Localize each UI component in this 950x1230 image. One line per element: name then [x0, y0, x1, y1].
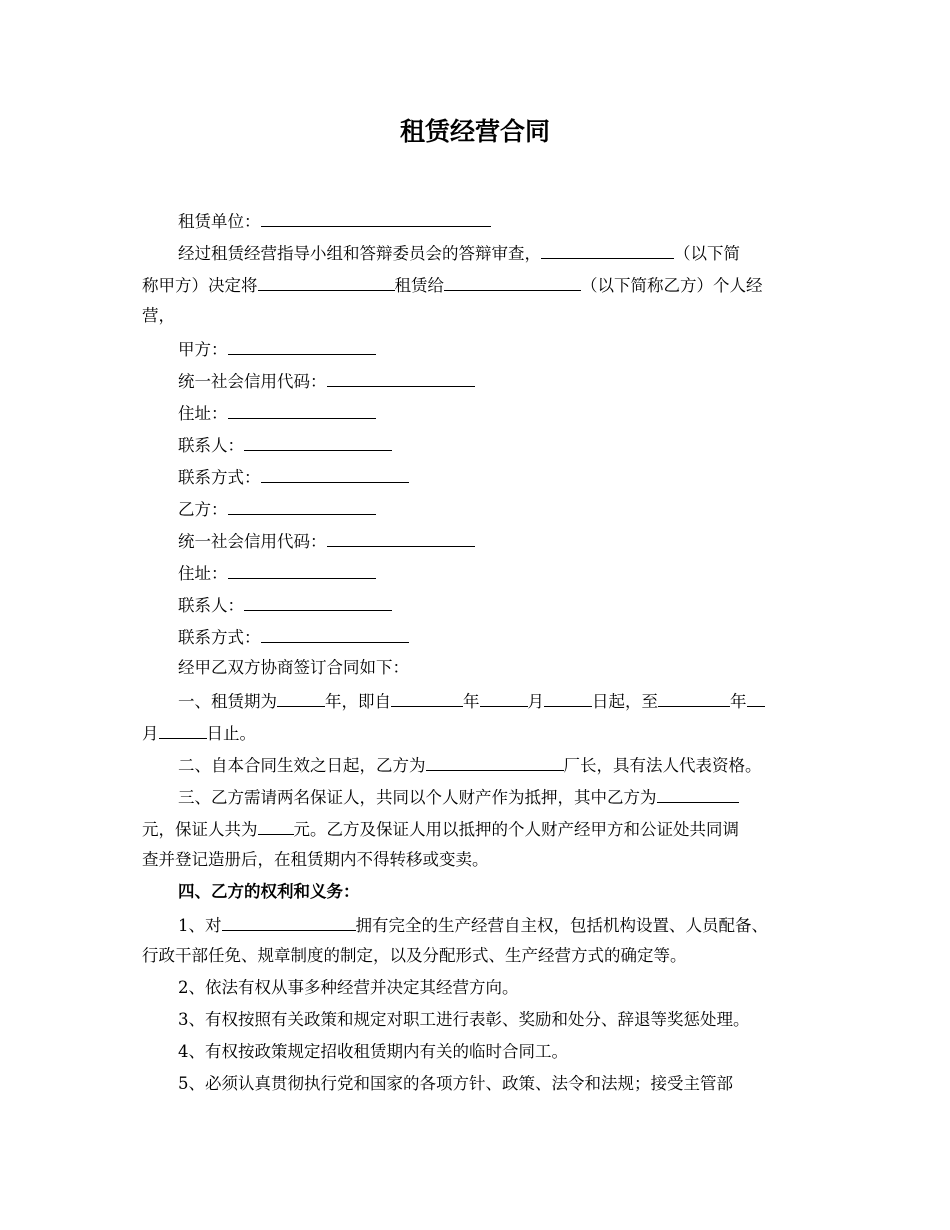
contact-method-label: 联系方式：: [178, 628, 261, 647]
party-a-line: [142, 338, 868, 360]
contact-blank[interactable]: [244, 594, 392, 611]
rental-unit-label: 租赁单位：: [178, 212, 261, 231]
credit-code-blank[interactable]: [327, 530, 475, 547]
clause-3-line-3: 查并登记造册后，在租赁期内不得转移或变卖。: [142, 850, 489, 869]
contact-method-blank[interactable]: [261, 626, 409, 643]
contact-label: 联系人：: [178, 436, 244, 455]
enterprise-blank[interactable]: [222, 914, 356, 931]
rental-unit-blank[interactable]: [261, 210, 491, 227]
leased-item-blank[interactable]: [258, 274, 395, 291]
credit-code-label: 统一社会信用代码：: [178, 372, 327, 391]
clause-4-heading: 四、乙方的权利和义务：: [178, 882, 360, 901]
party-b-contact-line: [142, 594, 868, 616]
item-4: 4、有权按政策规定招收租赁期内有关的临时合同工。: [178, 1042, 568, 1061]
preamble-text: 营，: [142, 306, 175, 325]
clause-text: 一、租赁期为: [178, 692, 277, 711]
party-b-credit-code-line: [142, 530, 868, 552]
clause-text: 月: [527, 692, 544, 711]
clause-text: 日起，至: [592, 692, 658, 711]
party-a-credit-code-line: [142, 370, 868, 392]
clause-text: 元。乙方及保证人用以抵押的个人财产经甲方和公证处共同调: [293, 820, 739, 839]
clause-text: 三、乙方需请两名保证人，共同以个人财产作为抵押，其中乙方为: [178, 788, 657, 807]
page-title: 租赁经营合同: [399, 117, 550, 146]
clause-3-line-2: [142, 818, 832, 840]
preamble-text: 租赁给: [394, 276, 444, 295]
party-b-address-line: [142, 562, 868, 584]
clause-text: 年，即自: [325, 692, 391, 711]
term-years-blank[interactable]: [277, 690, 325, 707]
clause-text: 年: [730, 692, 747, 711]
contact-method-blank[interactable]: [261, 466, 409, 483]
item-1-line-2: 行政干部任免、规章制度的制定，以及分配形式、生产经营方式的确定等。: [142, 946, 687, 965]
clause-1-line-2: [142, 722, 832, 744]
clause-text: 二、自本合同生效之日起，乙方为: [178, 756, 426, 775]
party-b-blank[interactable]: [228, 498, 376, 515]
contact-label: 联系人：: [178, 596, 244, 615]
preamble-text: 经过租赁经营指导小组和答辩委员会的答辩审查，: [178, 244, 541, 263]
end-month-blank-part[interactable]: [747, 690, 765, 707]
preamble-text: （以下简: [674, 244, 740, 263]
party-a-label: 甲方：: [178, 340, 228, 359]
agreement-intro: 经甲乙双方协商签订合同如下：: [178, 658, 409, 677]
contact-blank[interactable]: [244, 434, 392, 451]
item-text: 拥有完全的生产经营自主权，包括机构设置、人员配备、: [355, 916, 768, 935]
preamble-line-2: [142, 274, 832, 296]
clause-text: 厂长，具有法人代表资格。: [563, 756, 762, 775]
party-a-blank[interactable]: [228, 338, 376, 355]
address-blank[interactable]: [228, 402, 376, 419]
clause-3-line-1: [142, 786, 868, 808]
clause-text: 日止。: [206, 724, 256, 743]
party-b-name-blank[interactable]: [444, 274, 581, 291]
end-year-blank[interactable]: [658, 690, 730, 707]
start-month-blank[interactable]: [480, 690, 528, 707]
contact-method-label: 联系方式：: [178, 468, 261, 487]
item-5: 5、必须认真贯彻执行党和国家的各项方针、政策、法令和法规；接受主管部: [178, 1074, 733, 1093]
address-blank[interactable]: [228, 562, 376, 579]
clause-1-line-1: [142, 690, 868, 712]
credit-code-label: 统一社会信用代码：: [178, 532, 327, 551]
party-a-name-blank[interactable]: [541, 242, 674, 259]
party-b-line: [142, 498, 868, 520]
party-a-address-line: [142, 402, 868, 424]
address-label: 住址：: [178, 564, 228, 583]
clause-2: [142, 754, 868, 776]
item-2: 2、依法有权从事多种经营并决定其经营方向。: [178, 978, 519, 997]
preamble-line-1: [142, 242, 868, 264]
guarantor-amount-blank[interactable]: [258, 818, 294, 835]
end-day-blank[interactable]: [159, 722, 207, 739]
clause-text: 元，保证人共为: [142, 820, 258, 839]
party-a-contact-method-line: [142, 466, 868, 488]
clause-text: 月: [142, 724, 159, 743]
party-b-label: 乙方：: [178, 500, 228, 519]
clause-text: 年: [463, 692, 480, 711]
preamble-text: （以下简称乙方）个人经: [581, 276, 763, 295]
party-b-amount-blank[interactable]: [657, 786, 739, 803]
party-b-contact-method-line: [142, 626, 868, 648]
item-3: 3、有权按照有关政策和规定对职工进行表彰、奖励和处分、辞退等奖惩处理。: [178, 1010, 750, 1029]
director-blank[interactable]: [426, 754, 564, 771]
start-day-blank[interactable]: [544, 690, 592, 707]
item-1-line-1: [142, 914, 868, 936]
credit-code-blank[interactable]: [327, 370, 475, 387]
start-year-blank[interactable]: [391, 690, 463, 707]
party-a-contact-line: [142, 434, 868, 456]
preamble-line-3: [142, 306, 832, 326]
item-text: 1、对: [178, 916, 222, 935]
address-label: 住址：: [178, 404, 228, 423]
rental-unit-line: [142, 210, 868, 232]
preamble-text: 称甲方）决定将: [142, 276, 258, 295]
